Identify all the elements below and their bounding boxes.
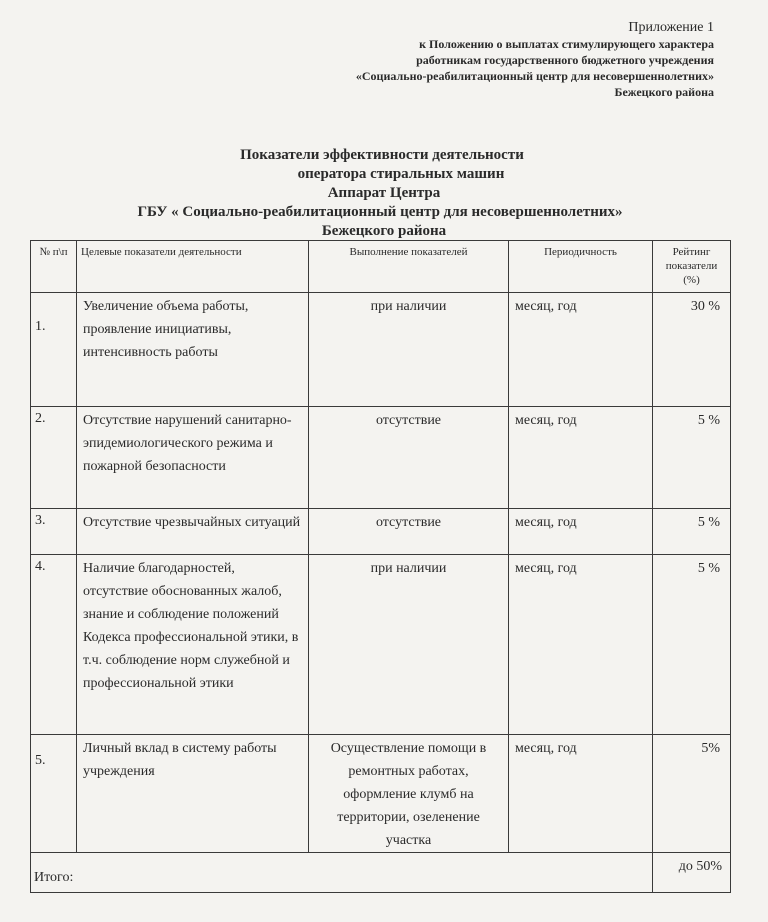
title-line: Показатели эффективности деятельности xyxy=(240,147,524,163)
row-periodicity: месяц, год xyxy=(509,509,653,555)
row-execution: при наличии xyxy=(309,293,509,407)
row-number: 3. xyxy=(31,509,77,555)
total-row xyxy=(31,853,731,893)
indicators-table xyxy=(30,240,731,893)
row-rating: 5 % xyxy=(653,407,731,509)
header-rating: Рейтинг показатели (%) xyxy=(653,241,731,293)
row-periodicity: месяц, год xyxy=(509,407,653,509)
row-rating: 30 % xyxy=(653,293,731,407)
row-criteria: Личный вклад в систему работы учреждения xyxy=(77,735,309,853)
row-criteria: Отсутствие чрезвычайных ситуаций xyxy=(77,509,309,555)
header-periodicity: Периодичность xyxy=(509,241,653,293)
row-criteria: Увеличение объема работы, проявление инициативы, интенсивность работы xyxy=(77,293,309,407)
appendix-line: Бежецкого района xyxy=(614,85,714,99)
row-criteria: Отсутствие нарушений санитарно-эпидемиологического режима и пожарной безопасности xyxy=(77,407,309,509)
row-rating: 5 % xyxy=(653,555,731,735)
appendix-line: работникам государственного бюджетного учреждения xyxy=(416,53,714,67)
row-number: 5. xyxy=(31,735,77,853)
table-row xyxy=(31,509,731,555)
appendix-header xyxy=(254,20,714,100)
row-number: 1. xyxy=(31,293,77,407)
table-row xyxy=(31,735,731,853)
document-title xyxy=(0,146,768,241)
appendix-title: Приложение 1 xyxy=(628,20,714,35)
header-execution: Выполнение показателей xyxy=(309,241,509,293)
table-row xyxy=(31,555,731,735)
row-number: 2. xyxy=(31,407,77,509)
appendix-line: «Социально-реабилитационный центр для несовершеннолетних» xyxy=(355,69,714,83)
row-criteria: Наличие благодарностей, отсутствие обоснованных жалоб, знание и соблюдение положений Кодекса профессиональной этики, в т.ч. соблюдение норм служебной и профессиональной этики xyxy=(77,555,309,735)
title-line: Аппарат Центра xyxy=(327,185,441,201)
row-execution: отсутствие xyxy=(309,407,509,509)
row-execution: Осуществление помощи в ремонтных работах, оформление клумб на территории, озеленение участка xyxy=(309,735,509,853)
table-row xyxy=(31,407,731,509)
row-number: 4. xyxy=(31,555,77,735)
title-line: ГБУ « Социально-реабилитационный центр для несовершеннолетних» xyxy=(137,204,623,220)
table-header-row xyxy=(31,241,731,293)
row-periodicity: месяц, год xyxy=(509,735,653,853)
header-criteria: Целевые показатели деятельности xyxy=(77,241,309,293)
row-rating: 5% xyxy=(653,735,731,853)
header-num: № п\п xyxy=(31,241,77,293)
title-line: Бежецкого района xyxy=(321,223,447,239)
table-row xyxy=(31,293,731,407)
row-periodicity: месяц, год xyxy=(509,293,653,407)
row-periodicity: месяц, год xyxy=(509,555,653,735)
row-execution: отсутствие xyxy=(309,509,509,555)
total-label: Итого: xyxy=(34,870,74,885)
total-value: до 50% xyxy=(653,853,731,893)
row-execution: при наличии xyxy=(309,555,509,735)
row-rating: 5 % xyxy=(653,509,731,555)
title-line: оператора стиральных машин xyxy=(297,166,505,182)
appendix-line: к Положению о выплатах стимулирующего характера xyxy=(419,37,714,51)
